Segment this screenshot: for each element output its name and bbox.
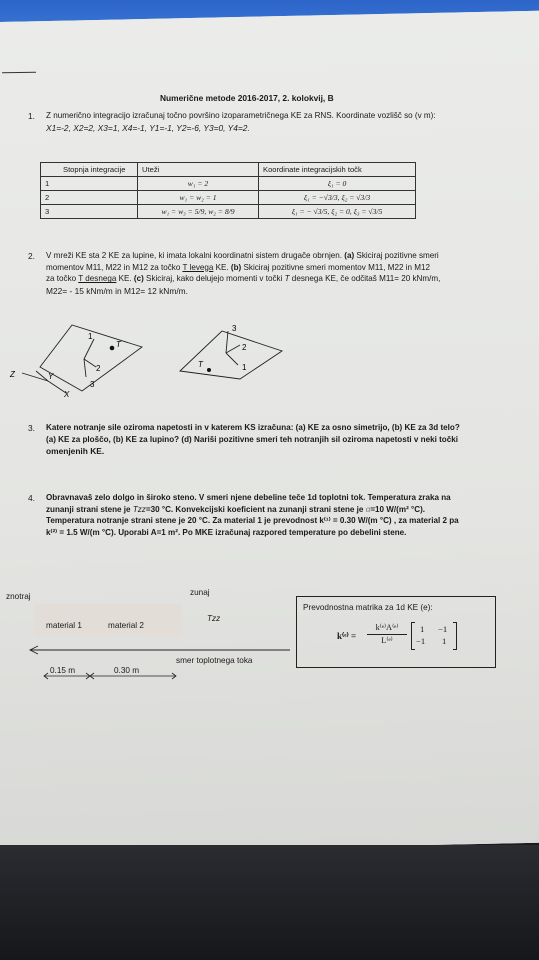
matrix-entry: −1 (438, 624, 448, 634)
fraction-denominator: L⁽ᵉ⁾ (381, 636, 393, 646)
label-zunaj: zunaj (190, 588, 210, 597)
fig-label: T (116, 340, 121, 349)
table-header-cell: Koordinate integracijskih točk (259, 163, 416, 177)
table-row (41, 177, 416, 191)
point-t-left (110, 346, 115, 351)
integration-table (40, 162, 416, 219)
matrix-entry: 1 (442, 636, 447, 646)
label-heat-flow: smer toplotnega toka (176, 656, 253, 665)
fig-label: 3 (90, 380, 95, 389)
table-cell: w₁ = w₂ = 1 (138, 191, 259, 205)
table-cell: 1 (41, 177, 138, 191)
wall-figure-lines (0, 580, 290, 690)
table-cell: ξ₁ = 0 (259, 177, 416, 191)
label-material-1: material 1 (46, 621, 82, 630)
label-znotraj: znotraj (6, 592, 31, 601)
table-cell: 3 (41, 205, 138, 219)
right-axis-1 (226, 353, 238, 365)
fig-label: 1 (242, 363, 247, 372)
fig-label: Z (10, 370, 15, 379)
label-tzz: Tzz (207, 614, 221, 623)
matrix-box-title: Prevodnostna matrika za 1d KE (e): (303, 603, 433, 612)
left-axis-3 (84, 359, 86, 377)
pen-mark (2, 72, 36, 74)
exam-title: Numerične metode 2016-2017, 2. kolokvij, B (160, 93, 334, 103)
question-1 (28, 110, 503, 140)
fraction-numerator: k⁽ᵉ⁾A⁽ᵉ⁾ (367, 622, 407, 635)
global-axis-z (22, 373, 48, 381)
table-header-row (41, 163, 416, 177)
shell-elements-figure (0, 315, 300, 405)
table-cell: ξ₁ = −√3/3, ξ₂ = √3/3 (259, 191, 416, 205)
matrix-entry: 1 (420, 624, 425, 634)
matrix-entry: −1 (416, 636, 426, 646)
q1-line-1: Z numerično integracijo izračunaj točno površino izoparametričnega KE za RNS. Koordinate vozlišč so (v m): (46, 111, 436, 120)
alpha-symbol: α (365, 504, 371, 514)
point-t-right (207, 368, 211, 372)
left-axis-1 (84, 339, 94, 359)
fig-label: 2 (242, 343, 247, 352)
matrix (411, 622, 457, 650)
right-axis-3 (226, 331, 228, 353)
table-cell: w₁ = w₃ = 5/9, w₂ = 8/9 (138, 205, 259, 219)
dimension-2: 0.30 m (114, 666, 140, 675)
fig-label: 1 (88, 332, 93, 341)
question-2: 2. V mreži KE sta 2 KE za lupine, ki imata lokalni koordinatni sistem drugače obrnjen. (a) Skiciraj pozitivne smeri momentov M11, M22 in M12 za točko T levega KE. (b) Skiciraj pozitivne smeri momentov M11, M22 in M12 za točko T desnega KE. (c) Skiciraj, kako delujejo momenti v točki T desnega KE, če odčitaš M11= 20 kNm/m, M22= - 15 kNm/m in M12= 12 kNm/m. (28, 251, 441, 297)
wall-figure (0, 580, 290, 690)
table-row (41, 205, 416, 219)
table-cell: 2 (41, 191, 138, 205)
fig-label: 2 (96, 364, 101, 373)
table-header-cell: Uteži (138, 163, 259, 177)
question-4: 4. Obravnavaš zelo dolgo in široko steno. V smeri njene debeline teče 1d toplotni tok. Temperatura zraka na zunanji strani stene je Tzz=30 °C. Konvekcijski koeficient na zunanji strani stene je α=10 W/(m² °C). Temperatura notranje strani stene je 20 °C. Za material 1 je prevodnost k⁽¹⁾ = 0.30 W/(m °C) , za material 2 pa k⁽²⁾ = 1.5 W/(m °C). Uporabi A=1 m². Po MKE izračunaj razpored temperature po debelini stene. (28, 493, 459, 538)
question-number: 3. (28, 423, 35, 433)
question-number: 2. (28, 251, 35, 261)
left-axis-2 (84, 359, 96, 367)
dimension-1: 0.15 m (50, 666, 76, 675)
matrix-lhs: k⁽ᵉ⁾ = (337, 631, 357, 641)
right-element-outline (180, 331, 282, 379)
table-header-cell: Stopnja integracije (41, 163, 138, 177)
q1-line-2: X1=-2, X2=2, X3=1, X4=-1, Y1=-1, Y2=-6, Y3=0, Y4=2. (46, 122, 250, 133)
fig-label: Y (48, 372, 54, 381)
question-number: 4. (28, 493, 35, 503)
table-cell: w₁ = 2 (138, 177, 259, 191)
label-material-2: material 2 (108, 621, 144, 630)
fig-label: T (198, 360, 203, 369)
right-axis-2 (226, 345, 240, 353)
question-3: 3. Katere notranje sile oziroma napetosti in v katerem KS izračuna: (a) KE za osno simetrijo, (b) KE za 3d telo? (a) KE za ploščo, (b) KE za lupino? (d) Nariši pozitivne smeri teh notranjih sil oziroma napetosti v neki točki omenjenih KE. (28, 423, 460, 457)
fig-label: 3 (232, 324, 237, 333)
table-cell: ξ₁ = − √3/5, ξ₂ = 0, ξ₃ = √3/5 (259, 205, 416, 219)
question-number: 1. (28, 111, 35, 121)
conductivity-matrix-box (296, 596, 496, 668)
fig-label: X (64, 390, 70, 399)
table-row (41, 191, 416, 205)
